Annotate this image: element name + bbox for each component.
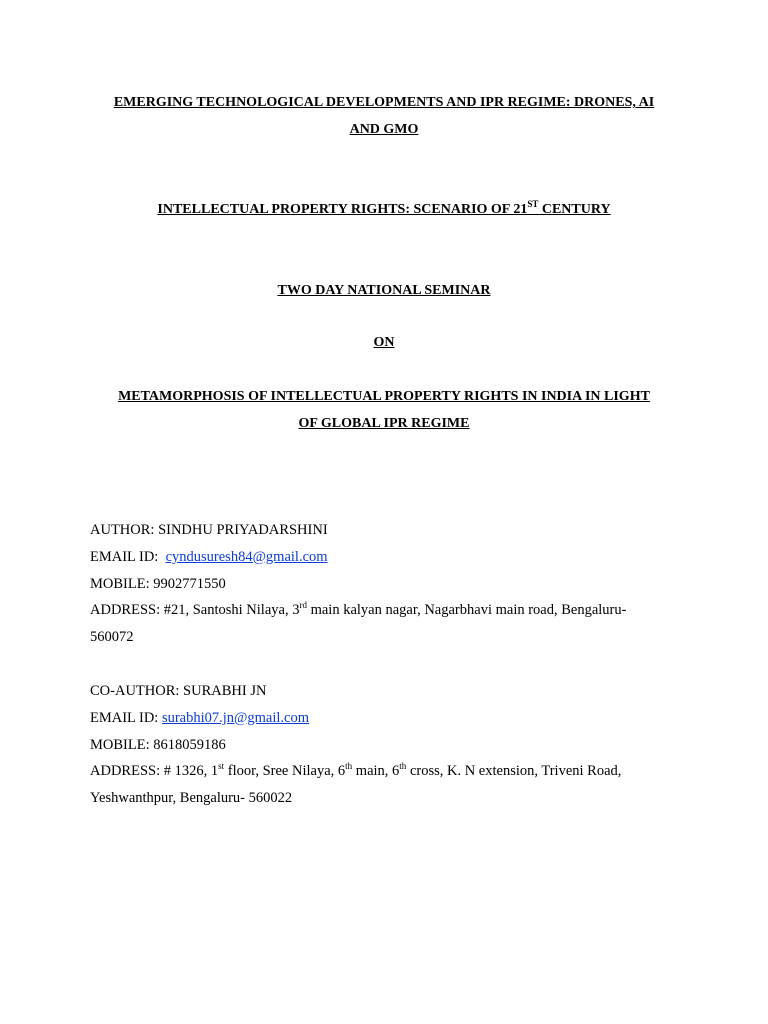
paper-subtitle-text xyxy=(157,199,611,217)
seminar-heading-text: TWO DAY NATIONAL SEMINAR xyxy=(277,283,491,298)
on-heading-text: ON xyxy=(373,335,395,350)
author-email-link[interactable]: cyndusuresh84@gmail.com xyxy=(165,548,328,565)
coauthor-mobile: MOBILE: 8618059186 xyxy=(90,736,226,753)
author-mobile: MOBILE: 9902771550 xyxy=(90,575,226,592)
paper-title xyxy=(60,89,708,143)
coauthor-email-label: EMAIL ID: xyxy=(90,709,162,726)
subtitle-main: INTELLECTUAL PROPERTY RIGHTS: SCENARIO OF 21 xyxy=(157,202,528,217)
author-address-part-1: ADDRESS: #21, Santoshi Nilaya, 3 xyxy=(90,602,300,619)
coauthor-address-part-1: ADDRESS: # 1326, 1 xyxy=(90,763,219,780)
coauthor-email-line xyxy=(90,705,690,732)
subtitle-end: CENTURY xyxy=(538,202,611,217)
coauthor-address-part-2: floor, Sree Nilaya, 6 xyxy=(224,763,346,780)
author-address-part-2: main kalyan nagar, Nagarbhavi main road, Bengaluru- xyxy=(306,602,627,619)
seminar-theme xyxy=(60,383,708,437)
author-address-line-2: 560072 xyxy=(90,629,134,646)
coauthor-address-sup-1: st xyxy=(218,761,225,772)
paper-title-line-2: AND GMO xyxy=(349,122,419,137)
paper-title-line-1: EMERGING TECHNOLOGICAL DEVELOPMENTS AND IPR REGIME: DRONES, AI xyxy=(113,95,655,110)
author-block xyxy=(90,517,690,651)
coauthor-email-link[interactable]: surabhi07.jn@gmail.com xyxy=(161,709,310,726)
paper-subtitle xyxy=(60,196,708,223)
author-address xyxy=(90,597,690,624)
coauthor-address-line-2: Yeshwanthpur, Bengaluru- 560022 xyxy=(90,790,293,807)
coauthor-address-part-3: main, 6 xyxy=(352,763,400,780)
author-address-sup-1: rd xyxy=(299,600,307,611)
coauthor-block xyxy=(90,678,690,812)
author-email-label: EMAIL ID: xyxy=(90,548,166,565)
coauthor-address-sup-2: th xyxy=(345,761,353,772)
coauthor-address-part-4: cross, K. N extension, Triveni Road, xyxy=(406,763,622,780)
on-heading xyxy=(60,329,708,356)
coauthor-name: CO-AUTHOR: SURABHI JN xyxy=(90,683,267,699)
subtitle-superscript: ST xyxy=(527,199,539,209)
seminar-theme-line-2: OF GLOBAL IPR REGIME xyxy=(298,416,470,431)
author-email-line xyxy=(90,544,690,571)
author-name: AUTHOR: SINDHU PRIYADARSHINI xyxy=(90,522,328,538)
seminar-theme-line-1: METAMORPHOSIS OF INTELLECTUAL PROPERTY RIGHTS IN INDIA IN LIGHT xyxy=(118,389,650,404)
seminar-heading xyxy=(60,277,708,304)
coauthor-address-sup-3: th xyxy=(399,761,407,772)
coauthor-address xyxy=(90,758,690,785)
